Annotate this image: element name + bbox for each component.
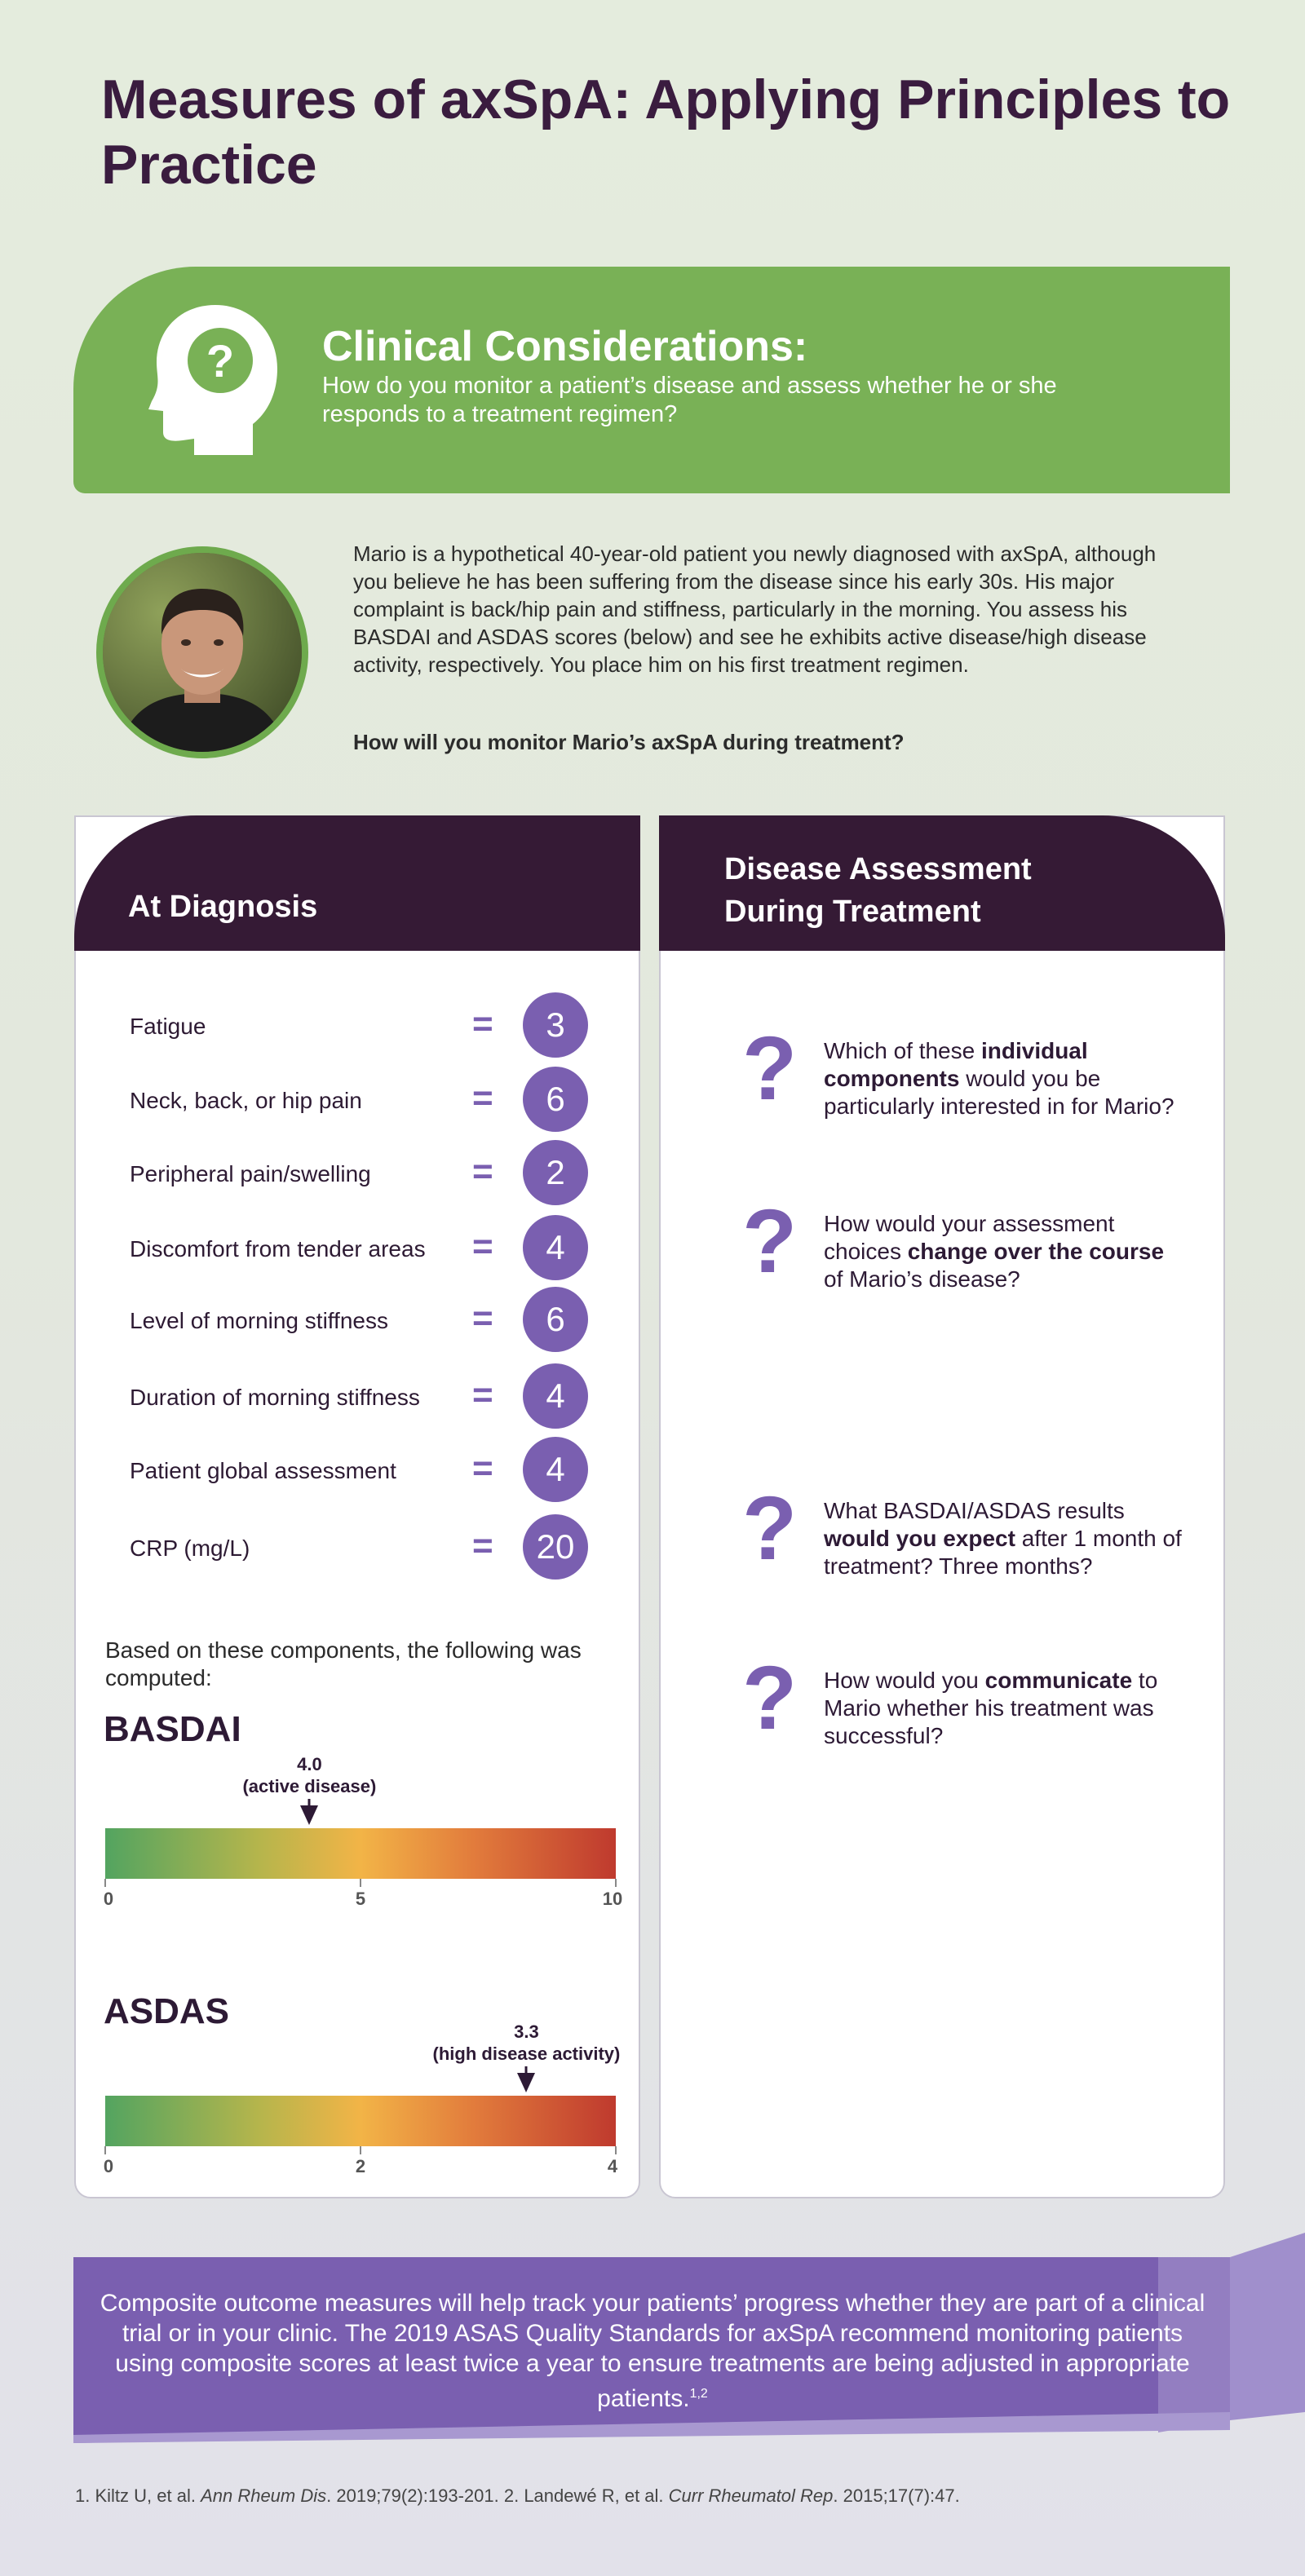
component-label: Neck, back, or hip pain bbox=[130, 1088, 362, 1113]
computed-text: Based on these components, the following was computed: bbox=[105, 1637, 582, 1690]
asdas-marker-status: (high disease activity) bbox=[432, 2044, 621, 2064]
component-value-badge: 4 bbox=[523, 1215, 588, 1280]
asdas-marker-value: 3.3 bbox=[514, 2021, 539, 2042]
equals-sign: = bbox=[472, 1078, 493, 1118]
basdai-gradient-bar bbox=[105, 1828, 616, 1879]
asdas-tick-label: 4 bbox=[607, 2156, 618, 2176]
question-mark-icon: ? bbox=[742, 1478, 798, 1579]
question-fragment: would you be particularly interested in for Mario? bbox=[824, 1066, 1174, 1119]
asdas-tick-label: 2 bbox=[355, 2156, 366, 2176]
question-text bbox=[824, 1210, 1183, 1293]
page-title: Measures of axSpA: Applying Principles to Practice bbox=[101, 68, 1231, 196]
asdas-tick-mark bbox=[104, 2146, 106, 2154]
component-label: Duration of morning stiffness bbox=[130, 1385, 420, 1410]
at-diagnosis-title: At Diagnosis bbox=[128, 890, 318, 924]
question-mark-icon: ? bbox=[742, 1018, 798, 1119]
treatment-panel bbox=[659, 815, 1225, 2198]
question-fragment: How would your assessment choices bbox=[824, 1211, 1115, 1264]
question-emphasis: individual components bbox=[824, 1038, 1088, 1091]
asdas-tick-mark bbox=[360, 2146, 361, 2154]
basdai-marker-value: 4.0 bbox=[297, 1754, 322, 1774]
clinical-title: Clinical Considerations: bbox=[322, 323, 808, 370]
ref-text-2: . 2019;79(2):193-201. 2. Landewé R, et al. bbox=[326, 2485, 669, 2506]
summary-citation: 1,2 bbox=[689, 2387, 708, 2401]
component-value-badge: 4 bbox=[523, 1363, 588, 1429]
component-row bbox=[130, 1363, 603, 1429]
basdai-marker-status: (active disease) bbox=[242, 1776, 377, 1796]
equals-sign: = bbox=[472, 1226, 493, 1266]
question-fragment: What BASDAI/ASDAS results bbox=[824, 1498, 1125, 1523]
treatment-header bbox=[659, 815, 1225, 951]
component-value-badge: 4 bbox=[523, 1437, 588, 1502]
component-value-badge: 3 bbox=[523, 992, 588, 1058]
summary-text-body: Composite outcome measures will help track your patients’ progress whether they are part of a clinical trial or in your clinic. The 2019 ASAS Quality Standards for axSpA recommend monitoring patients using composite scores at least twice a year to ensure treatments are being adjusted in appropriate patients. bbox=[100, 2290, 1205, 2412]
basdai-marker-arrow-icon bbox=[300, 1805, 318, 1825]
basdai-marker-label bbox=[242, 1753, 376, 1797]
basdai-tick-label: 5 bbox=[355, 1889, 366, 1909]
component-value-badge: 2 bbox=[523, 1140, 588, 1205]
component-row bbox=[130, 1287, 603, 1352]
basdai-tick-mark bbox=[360, 1879, 361, 1887]
question-emphasis: would you expect bbox=[824, 1526, 1015, 1551]
component-label: Fatigue bbox=[130, 1014, 206, 1039]
basdai-tick-mark bbox=[104, 1879, 106, 1887]
equals-sign: = bbox=[472, 1298, 493, 1338]
equals-sign: = bbox=[472, 1004, 493, 1044]
question-mark-icon: ? bbox=[742, 1191, 798, 1292]
treatment-title bbox=[724, 848, 1032, 933]
basdai-tick-label: 0 bbox=[103, 1889, 114, 1909]
component-label: Discomfort from tender areas bbox=[130, 1236, 426, 1261]
ref-text-1: 1. Kiltz U, et al. bbox=[75, 2485, 201, 2506]
asdas-title: ASDAS bbox=[104, 1991, 230, 2031]
component-row bbox=[130, 1215, 603, 1280]
treatment-title-line2: During Treatment bbox=[724, 895, 981, 929]
question-fragment: Which of these bbox=[824, 1038, 981, 1063]
svg-text:?: ? bbox=[206, 335, 235, 387]
equals-sign: = bbox=[472, 1375, 493, 1415]
banner-fold-shape bbox=[1230, 2233, 1305, 2428]
component-value-badge: 6 bbox=[523, 1287, 588, 1352]
component-label: Level of morning stiffness bbox=[130, 1308, 388, 1333]
question-text bbox=[824, 1037, 1183, 1120]
asdas-marker-arrow-icon bbox=[517, 2073, 535, 2092]
patient-question: How will you monitor Mario’s axSpA during treatment? bbox=[353, 730, 905, 754]
question-fragment: to Mario whether his treatment was successful? bbox=[824, 1668, 1158, 1748]
head-question-icon bbox=[147, 302, 277, 457]
clinical-question: How do you monitor a patient’s disease and assess whether he or she responds to a treatment regimen? bbox=[322, 373, 1057, 427]
component-row bbox=[130, 992, 603, 1058]
component-value-badge: 20 bbox=[523, 1514, 588, 1580]
asdas-tick-mark bbox=[615, 2146, 617, 2154]
ref-journal-1: Ann Rheum Dis bbox=[201, 2485, 327, 2506]
component-label: Peripheral pain/swelling bbox=[130, 1161, 371, 1186]
asdas-tick-label: 0 bbox=[103, 2156, 114, 2176]
question-emphasis: change over the course bbox=[907, 1239, 1165, 1264]
patient-photo bbox=[96, 546, 308, 758]
basdai-tick-label: 10 bbox=[602, 1889, 623, 1909]
component-row bbox=[130, 1514, 603, 1580]
question-emphasis: communicate bbox=[984, 1668, 1133, 1693]
summary-text bbox=[98, 2288, 1207, 2414]
question-text bbox=[824, 1497, 1183, 1580]
asdas-marker-label bbox=[433, 2021, 621, 2065]
at-diagnosis-header bbox=[74, 815, 640, 951]
component-label: Patient global assessment bbox=[130, 1458, 396, 1483]
equals-sign: = bbox=[472, 1526, 493, 1566]
component-row bbox=[130, 1140, 603, 1205]
question-text bbox=[824, 1667, 1183, 1750]
component-value-badge: 6 bbox=[523, 1067, 588, 1132]
question-mark-icon: ? bbox=[742, 1648, 798, 1748]
component-label: CRP (mg/L) bbox=[130, 1535, 250, 1561]
asdas-gradient-bar bbox=[105, 2096, 616, 2146]
question-fragment: of Mario’s disease? bbox=[824, 1266, 1020, 1292]
references-footnote bbox=[75, 2485, 1233, 2507]
question-fragment: after 1 month of treatment? Three months? bbox=[824, 1526, 1182, 1579]
question-fragment: How would you bbox=[824, 1668, 985, 1693]
patient-description: Mario is a hypothetical 40-year-old patient you newly diagnosed with axSpA, although you believe he has been suffering from the disease since his early 30s. His major complaint is back/hip pain and stiffness, particularly in the morning. You assess his BASDAI and ASDAS scores (below) and see he exhibits active disease/high disease activity, respectively. You place him on his first treatment regimen. bbox=[353, 541, 1157, 677]
ref-text-3: . 2015;17(7):47. bbox=[833, 2485, 960, 2506]
component-row bbox=[130, 1437, 603, 1502]
at-diagnosis-panel bbox=[74, 815, 640, 2198]
equals-sign: = bbox=[472, 1448, 493, 1488]
basdai-title: BASDAI bbox=[104, 1709, 241, 1749]
ref-journal-2: Curr Rheumatol Rep bbox=[668, 2485, 834, 2506]
component-row bbox=[130, 1067, 603, 1132]
treatment-title-line1: Disease Assessment bbox=[724, 852, 1032, 886]
equals-sign: = bbox=[472, 1151, 493, 1191]
basdai-tick-mark bbox=[615, 1879, 617, 1887]
